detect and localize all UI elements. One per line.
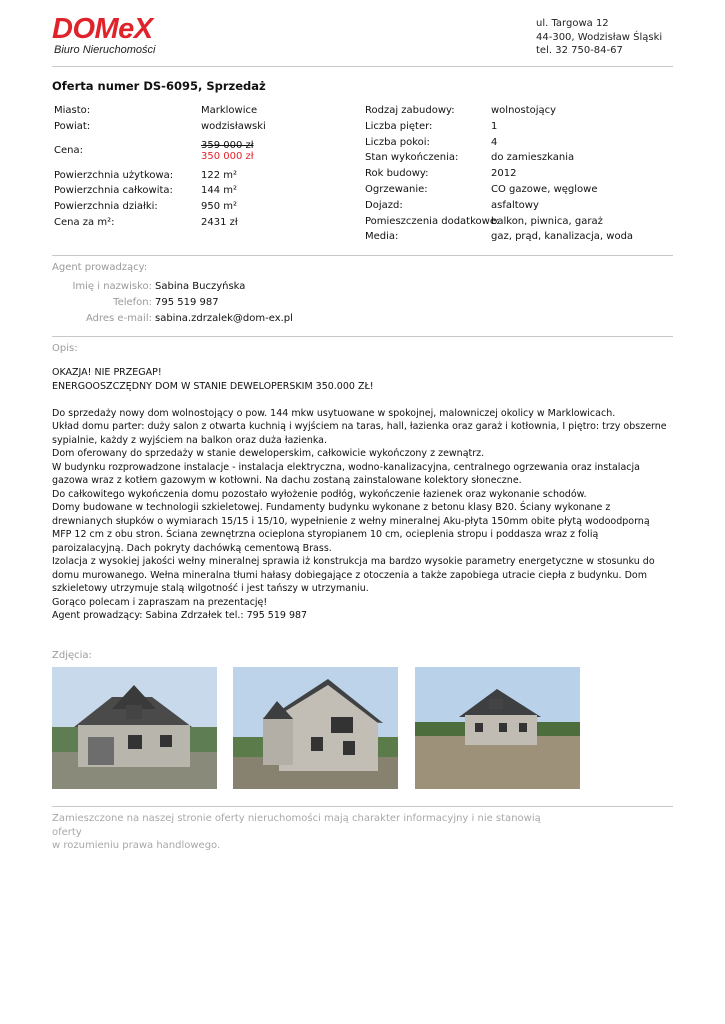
description-paragraph: Domy budowane w technologii szkieletowej. Fundamenty budynku wykonane z betonu klasy B20. Ściany wykonane z drewnianych słupków o wymiarach 15/15 i 15/10, wypełnienie z wełny mineralnej Aku-płyta 150mm obite płytą wodoodporną MFP 12 cm z obu stron. Ściana zewnętrzna ocieplona styropianem 10 cm, ocieplenia stropu i poddasza wraz z folią paroizalacyjną. Dach pokryty dachówką cementową Brass.	[52, 502, 650, 554]
detail-row-powiat	[54, 119, 266, 135]
detail-label: Pomieszczenia dodatkowe:	[365, 215, 500, 227]
house-photo-1-image	[52, 667, 217, 789]
header-divider	[52, 66, 673, 67]
agent-name-label: Imię i nazwisko:	[72, 281, 152, 292]
detail-row-zabudowa	[365, 103, 633, 119]
house-photo-1[interactable]	[52, 667, 217, 789]
address-phone: tel. 32 750-84-67	[536, 45, 623, 56]
house-photo-3-image	[415, 667, 580, 789]
detail-row-pomieszczenia	[365, 214, 633, 230]
description-paragraph: W budynku rozprowadzone instalacje - instalacja elektryczna, wodno-kanalizacyjna, centralnego ogrzewania oraz instalacja gazowa wraz z kotłem gazowym w kotłowni. Na dachu zostaną zainstalowane kolektory słoneczne.	[52, 461, 640, 486]
detail-value: wolnostojący	[491, 105, 557, 116]
detail-value: 2012	[491, 168, 517, 180]
description-headline: OKAZJA! NIE PRZEGAP!	[52, 367, 162, 378]
detail-value: asfaltowy	[491, 199, 539, 211]
details-divider	[52, 255, 673, 256]
detail-row-stan	[365, 150, 633, 166]
detail-row-cena	[54, 135, 266, 168]
logo-brand: DOMeX	[52, 13, 153, 45]
detail-label: Media:	[365, 231, 399, 243]
company-logo	[52, 14, 155, 56]
detail-label: Rok budowy:	[365, 168, 429, 180]
agent-phone-row	[52, 295, 293, 311]
agent-phone-label: Telefon:	[113, 297, 152, 308]
detail-value: gaz, prąd, kanalizacja, woda	[491, 231, 634, 243]
detail-label: Ogrzewanie:	[365, 183, 428, 195]
detail-row-pietra	[365, 119, 633, 135]
detail-label: Liczba pokoi:	[365, 136, 430, 148]
detail-label: Powierzchnia użytkowa:	[54, 169, 174, 181]
price-old: 359 000 zł	[201, 140, 254, 152]
house-photo-2[interactable]	[233, 667, 398, 789]
logo-subtitle: Biuro Nieruchomości	[54, 44, 156, 56]
description-paragraph: Do całkowitego wykończenia domu pozostało wyłożenie podłóg, wykończenie łazienek oraz wykonanie schodów.	[52, 488, 587, 500]
detail-label: Stan wykończenia:	[365, 152, 459, 164]
agent-email-row	[52, 311, 293, 327]
description-paragraph: Gorąco polecam i zapraszam na prezentację!	[52, 596, 268, 608]
disclaimer-line: Zamieszczone na naszej stronie oferty nieruchomości mają charakter informacyjny i nie stanowią oferty	[52, 813, 541, 838]
description-headline: ENERGOOSZCZĘDNY DOM W STANIE DEWELOPERSKIM 350.000 ZŁ!	[52, 380, 374, 392]
house-photo-2-image	[233, 667, 398, 789]
detail-value: 4	[491, 136, 498, 148]
detail-label: Powierzchnia działki:	[54, 201, 158, 213]
agent-divider	[52, 336, 673, 337]
description-paragraph: Dom oferowany do sprzedaży w stanie deweloperskim, całkowicie wykończony z zewnątrz.	[52, 448, 485, 459]
detail-value: CO gazowe, węglowe	[491, 183, 598, 195]
disclaimer-line: w rozumieniu prawa handlowego.	[52, 840, 221, 851]
legal-disclaimer	[52, 812, 572, 853]
detail-row-dojazd	[365, 198, 633, 214]
detail-value: wodzisławski	[201, 120, 266, 132]
detail-row-pow-dzialki	[54, 199, 266, 215]
detail-label: Powierzchnia całkowita:	[54, 185, 173, 197]
detail-value: 122 m²	[201, 169, 238, 181]
detail-value: Marklowice	[201, 105, 258, 116]
description-text	[52, 366, 672, 623]
detail-row-cena-m2	[54, 215, 266, 231]
description-paragraph: Układ domu parter: duży salon z otwarta kuchnią i wyjściem na taras, hall, łazienka oraz garaż i kotłownia, I piętro: trzy obszerne sypialnie, każdy z wyjściem na balkon oraz duża łazienka.	[52, 421, 667, 446]
agent-name: Sabina Buczyńska	[155, 281, 246, 292]
description-section-label: Opis:	[52, 343, 78, 354]
detail-label: Dojazd:	[365, 199, 403, 211]
agent-email-label: Adres e-mail:	[85, 313, 152, 324]
detail-label: Liczba pięter:	[365, 120, 433, 132]
details-right	[365, 103, 633, 245]
detail-row-rok	[365, 166, 633, 182]
price-block	[201, 140, 254, 162]
detail-row-pow-uzytkowa	[54, 168, 266, 184]
details-left	[54, 103, 266, 231]
price-new: 350 000 zł	[201, 151, 254, 163]
agent-info	[52, 279, 293, 327]
description-paragraph: Do sprzedaży nowy dom wolnostojący o pow. 144 mkw usytuowane w spokojnej, malowniczej okolicy w Marklowicach.	[52, 407, 616, 419]
detail-row-pokoje	[365, 135, 633, 151]
detail-value: 144 m²	[201, 185, 238, 197]
detail-row-media	[365, 229, 633, 245]
detail-label: Rodzaj zabudowy:	[365, 105, 455, 116]
detail-value: balkon, piwnica, garaż	[491, 215, 603, 227]
address-city: 44-300, Wodzisław Śląski	[536, 31, 663, 43]
detail-value: 1	[491, 120, 498, 132]
detail-label: Miasto:	[54, 105, 91, 116]
agent-email[interactable]: sabina.zdrzalek@dom-ex.pl	[155, 313, 293, 324]
footer-divider	[52, 806, 673, 807]
address-street: ul. Targowa 12	[536, 18, 609, 29]
detail-row-pow-calkowita	[54, 183, 266, 199]
agent-section-label: Agent prowadzący:	[52, 262, 148, 273]
description-paragraph: Agent prowadzący: Sabina Zdrzałek tel.: 795 519 987	[52, 610, 308, 621]
agent-name-row	[52, 279, 293, 295]
detail-value: 2431 zł	[201, 216, 238, 228]
detail-value: 950 m²	[201, 201, 238, 213]
detail-value: do zamieszkania	[491, 152, 575, 164]
description-paragraph: Izolacja z wysokiej jakości wełny mineralnej sprawia iż konstrukcja ma bardzo wysokie parametry energetyczne w stosunku do domu murowanego. Wełna mineralna tłumi hałasy dobiegające z otoczenia a także zapobiega utracie ciepła z budynku. Dom szkieletowy utrzymuje stalą wilgotność i jest tańszy w utrzymaniu.	[52, 556, 655, 594]
company-address	[536, 17, 662, 58]
agent-phone[interactable]: 795 519 987	[155, 297, 219, 308]
detail-label: Cena:	[54, 145, 83, 157]
offer-title: Oferta numer DS-6095, Sprzedaż	[52, 79, 266, 93]
detail-label: Cena za m²:	[54, 216, 115, 228]
detail-row-miasto	[54, 103, 266, 119]
house-photo-3[interactable]	[415, 667, 580, 789]
photos-section-label: Zdjęcia:	[52, 650, 92, 661]
detail-row-ogrzewanie	[365, 182, 633, 198]
detail-label: Powiat:	[54, 120, 91, 132]
